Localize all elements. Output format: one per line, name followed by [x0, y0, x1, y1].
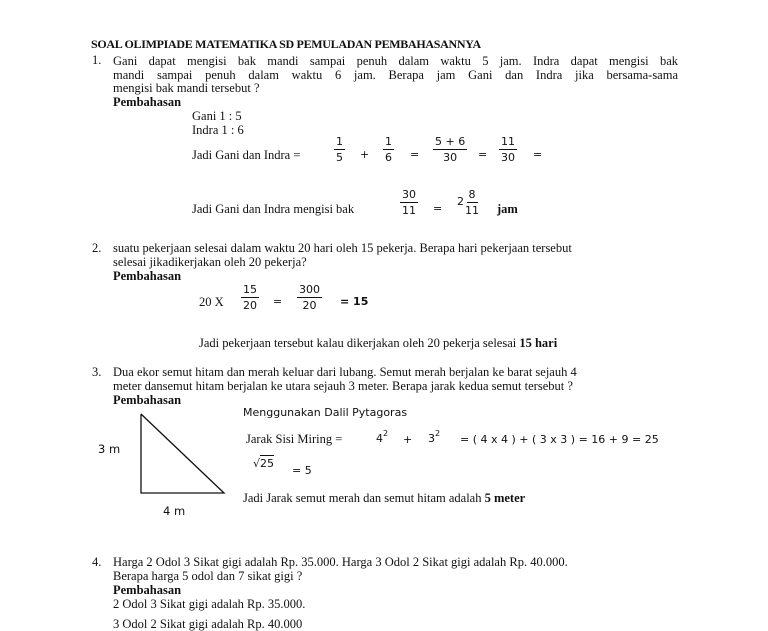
square-3	[428, 430, 440, 444]
question-4-number: 4.	[92, 555, 102, 569]
question-4-line-1: Harga 2 Odol 3 Sikat gigi adalah Rp. 35.000. Harga 3 Odol 2 Sikat gigi adalah Rp. 40.000.	[113, 555, 568, 569]
base-4: 4	[376, 432, 383, 445]
fraction-30-11	[400, 189, 418, 216]
fraction-1-6	[383, 136, 394, 163]
exponent: 2	[383, 429, 389, 438]
question-3-number: 3.	[92, 365, 102, 379]
equals-sign: =	[273, 295, 283, 308]
plus-sign: +	[403, 433, 413, 446]
triangle-side-label: 3 m	[98, 442, 121, 456]
root-symbol: √	[253, 457, 261, 470]
pembahasan-heading-4: Pembahasan	[113, 583, 182, 597]
exponent: 2	[435, 429, 441, 438]
fraction-denominator: 20	[302, 299, 317, 312]
question-1-line-3: mengisi bak mandi tersebut ?	[113, 81, 260, 95]
pembahasan-heading-3: Pembahasan	[113, 393, 182, 407]
question-1-line-1: Gani dapat mengisi bak mandi sampai penuh dalam waktu 5 jam. Indra dapat mengisi bak	[113, 54, 678, 68]
indra-rate: Indra 1 : 6	[192, 123, 244, 137]
equals-sign: =	[533, 148, 543, 161]
radicand: 25	[260, 457, 275, 470]
answer-3-value: 5 meter	[484, 491, 526, 505]
question-1-number: 1.	[92, 53, 102, 67]
fraction-11-30	[499, 136, 517, 163]
fraction-sum	[433, 136, 467, 163]
plus-sign: +	[360, 148, 370, 161]
root-result: = 5	[292, 464, 312, 477]
result-15: = 15	[340, 295, 369, 308]
multiplication-term: 20 X	[199, 295, 224, 309]
fraction-denominator: 11	[465, 204, 479, 217]
question-4-step-2: 3 Odol 2 Sikat gigi adalah Rp. 40.000	[113, 617, 303, 631]
fraction-numerator: 300	[299, 283, 320, 296]
document-title: SOAL OLIMPIADE MATEMATIKA SD PEMULADAN PEMBAHASANNYA	[91, 37, 481, 51]
question-3-line-2: meter dansemut hitam berjalan ke utara sejauh 3 meter. Berapa jarak kedua semut tersebut ?	[113, 379, 573, 393]
fraction-denominator: 5	[336, 151, 343, 164]
square-4	[376, 430, 388, 444]
fraction-numerator: 11	[501, 135, 515, 148]
pythagoras-heading: Menggunakan Dalil Pytagoras	[243, 406, 408, 419]
equals-sign: =	[433, 202, 443, 215]
base-3: 3	[428, 432, 435, 445]
answer-2-label: Jadi pekerjaan tersebut kalau dikerjakan oleh 20 pekerja selesai	[199, 336, 517, 350]
unit-jam: jam	[497, 202, 518, 216]
answer-3-text	[243, 492, 525, 505]
triangle-base-label: 4 m	[163, 504, 186, 518]
fraction-300-20	[297, 284, 322, 311]
fraction-denominator: 30	[501, 151, 515, 164]
question-1-line-2: mandi sampai penuh dalam waktu 6 jam. Berapa jam Gani dan Indra jika bersama-sama	[113, 68, 678, 82]
answer-2-value: 15 hari	[519, 336, 558, 350]
question-2-line-1: suatu pekerjaan selesai dalam waktu 20 hari oleh 15 pekerja. Berapa hari pekerjaan tersebut	[113, 241, 572, 255]
fraction-numerator: 1	[385, 135, 392, 148]
equals-sign: =	[478, 148, 488, 161]
question-2-number: 2.	[92, 241, 102, 255]
combined-rate-label: Jadi Gani dan Indra =	[192, 148, 301, 162]
calculation: = ( 4 x 4 ) + ( 3 x 3 ) = 16 + 9 = 25	[460, 433, 659, 446]
mixed-number-whole: 2	[457, 195, 464, 208]
right-triangle-diagram	[130, 408, 230, 498]
fraction-numerator: 1	[336, 135, 343, 148]
fraction-numerator: 8	[468, 188, 476, 201]
fraction-numerator: 30	[402, 188, 416, 201]
fraction-1-5	[334, 136, 345, 163]
answer-2-text	[199, 337, 557, 350]
hypotenuse-label: Jarak Sisi Miring =	[246, 432, 343, 446]
answer-1-label: Jadi Gani dan Indra mengisi bak	[192, 202, 355, 216]
gani-rate: Gani 1 : 5	[192, 109, 242, 123]
fraction-15-20	[241, 284, 259, 311]
fraction-denominator: 30	[443, 151, 458, 164]
fraction-numerator: 15	[243, 283, 257, 296]
square-root	[253, 458, 274, 469]
question-4-step-1: 2 Odol 3 Sikat gigi adalah Rp. 35.000.	[113, 597, 306, 611]
pembahasan-heading-1: Pembahasan	[113, 95, 182, 109]
fraction-denominator: 6	[385, 151, 392, 164]
answer-3-label: Jadi Jarak semut merah dan semut hitam adalah	[243, 491, 482, 505]
question-2-line-2: selesai jikadikerjakan oleh 20 pekerja?	[113, 255, 307, 269]
fraction-denominator: 11	[402, 204, 416, 217]
pembahasan-heading-2: Pembahasan	[113, 269, 182, 283]
question-3-line-1: Dua ekor semut hitam dan merah keluar dari lubang. Semut merah berjalan ke barat sejauh 4	[113, 365, 577, 379]
question-4-line-2: Berapa harga 5 odol dan 7 sikat gigi ?	[113, 569, 303, 583]
fraction-8-11	[465, 189, 479, 216]
equals-sign: =	[410, 148, 420, 161]
fraction-numerator: 5 + 6	[435, 135, 466, 148]
fraction-denominator: 20	[243, 299, 257, 312]
